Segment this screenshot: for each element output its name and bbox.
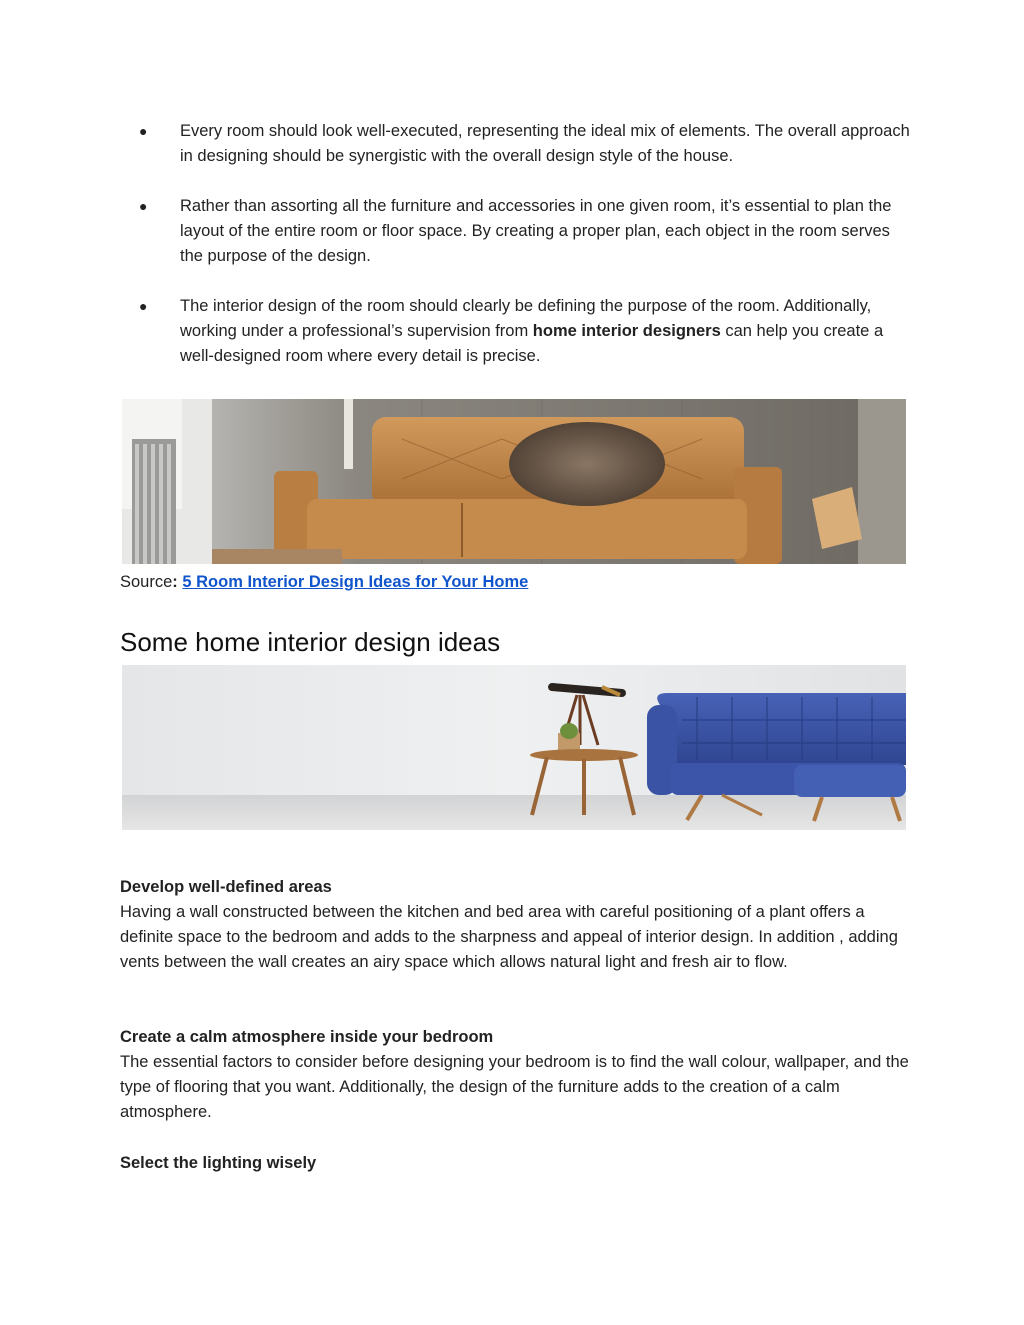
bullet-dot-icon: ● (139, 123, 148, 139)
bullet-item (121, 294, 911, 369)
section-body: Having a wall constructed between the kitchen and bed area with careful positioning of a plant offers a definite space to the bedroom and adds to the sharpness and appeal of interior design. In addition , adding vents between the wall creates an airy space which allows natural light and fresh air to flow. (120, 903, 898, 971)
bullet-text: Rather than assorting all the furniture and accessories in one given room, it’s essential to plan the layout of the entire room or floor space. By creating a proper plan, each object in the room serves the purpose of the design. (180, 197, 892, 265)
bullet-item (121, 119, 911, 169)
section-heading: Some home interior design ideas (120, 627, 501, 657)
section-lighting (120, 1151, 910, 1176)
source-colon: : (172, 573, 178, 591)
leather-sofa-image (122, 399, 906, 564)
bullet-text: The interior design of the room should clearly be defining the purpose of the room. Additionally, working under a professional’s supervision from (180, 297, 872, 340)
source-link[interactable]: 5 Room Interior Design Ideas for Your Home (182, 573, 529, 591)
section-title: Develop well-defined areas (120, 878, 332, 896)
bullet-dot-icon: ● (139, 298, 148, 314)
bullet-item (121, 194, 911, 269)
bullet-dot-icon: ● (139, 198, 148, 214)
source-label: Source (120, 573, 173, 591)
blue-sofa-image (122, 665, 906, 830)
section-title: Select the lighting wisely (120, 1154, 317, 1172)
section-calm-atmosphere (120, 1025, 910, 1125)
bullet-text: Every room should look well-executed, representing the ideal mix of elements. The overall approach in designing should be synergistic with the overall design style of the house. (180, 122, 910, 165)
section-body: The essential factors to consider before designing your bedroom is to find the wall colour, wallpaper, and the type of flooring that you want. Additionally, the design of the furniture adds to the creation of a calm atmosphere. (120, 1053, 909, 1121)
bullet-text-after: can help you create a well-designed room where every detail is precise. (180, 322, 884, 365)
source-line (120, 570, 528, 595)
bullet-bold-text: home interior designers (532, 322, 721, 340)
section-develop-areas (120, 875, 910, 975)
section-title: Create a calm atmosphere inside your bedroom (120, 1028, 494, 1046)
bullet-list (121, 119, 911, 369)
